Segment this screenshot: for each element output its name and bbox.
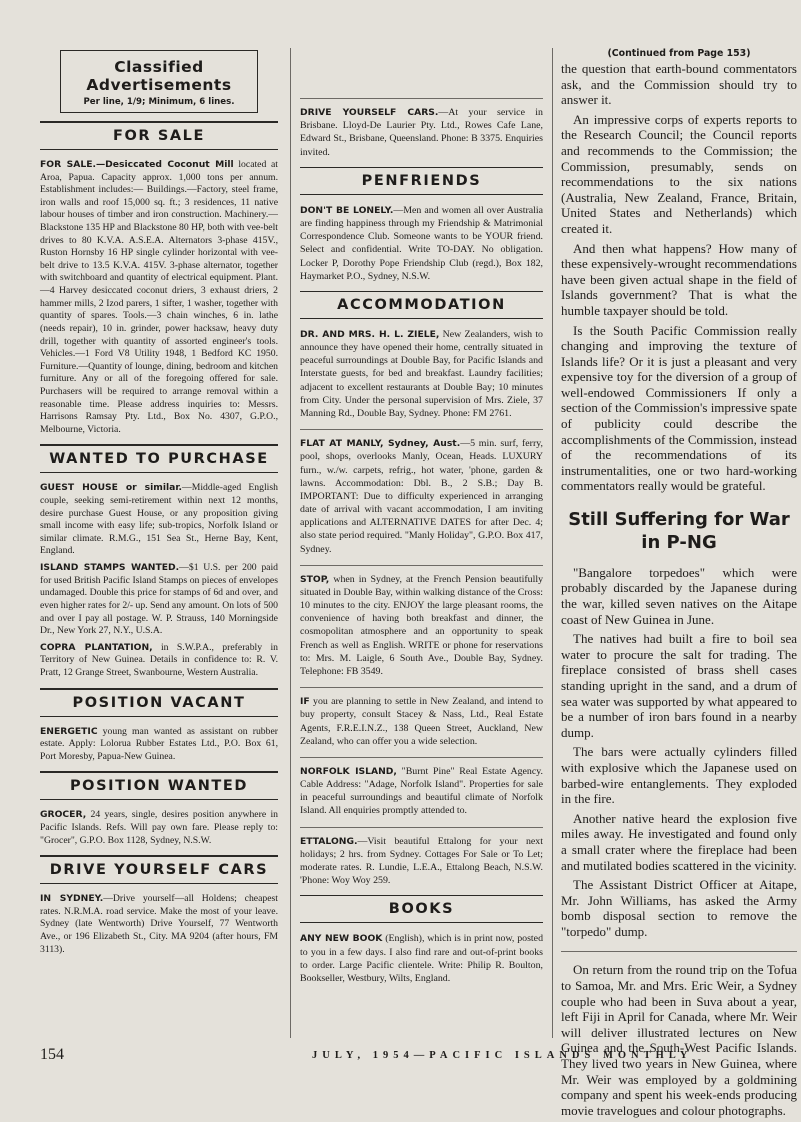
page-number: 154: [40, 1046, 64, 1063]
ad-copra-plantation: COPRA PLANTATION, in S.W.P.A., preferably in Territory of New Guinea. Details in confidence to: R. V. Pratt, 12 Grange Street, Swanbourne, Western Australia.: [40, 641, 278, 678]
continued-note: (Continued from Page 153): [607, 48, 751, 59]
ad-flat-manly: FLAT AT MANLY, Sydney, Aust.—5 min. surf, ferry, pool, shops, overlooks Manly, Ocean, Heads. LUXURY furn., w./w. carpets, refrig., hot water, 'phone, garden & lawns. Accommodation: Dbl. B., 2 S.B.; Day B. IMPORTANT: Due to difficulty experienced in arranging date of arrival with vacant accommodation, I am inviting applications and ALTERNATIVE DATES for after Dec. 4; also state period required. "Manly Holiday", G.P.O. Box 417, Sydney.: [300, 438, 543, 555]
divider: [561, 951, 797, 952]
divider: [300, 687, 543, 688]
position-vacant-heading: POSITION VACANT: [40, 688, 278, 717]
divider: [300, 429, 543, 430]
wanted-to-purchase-heading: WANTED TO PURCHASE: [40, 444, 278, 473]
divider: [300, 98, 543, 99]
editorial-column-right: [561, 48, 797, 1122]
ad-sydney-drive-yourself: IN SYDNEY.—Drive yourself—all Holdens; cheapest rates. N.R.M.A. road service. Make the most of your leave. Sydney (late Wentworth) Drive Yourself, 77 Wentworth Ave., or 196 Elizabeth St., City. MA 9204 (after hours, FM 3113).: [40, 893, 278, 955]
story-paragraph: "Bangalore torpedoes" which were probably discarded by the Japanese during the war, killed seven natives on the Aitape coast of New Guinea in June.: [561, 564, 797, 627]
article-paragraph: An impressive corps of experts reports to the Research Council; the Council reports and recommends to the Commission; the Commission, presumably, sends on recommendations to the six nations (Australia, New Zealand, France, Britain, United States and Netherlands) which created it.: [561, 111, 797, 236]
ad-for-sale-coconut-mill: FOR SALE.—Desiccated Coconut Mill located at Aroa, Papua. Capacity approx. 1,000 tons per annum. Establishment includes:— Buildings.—Factory, steel frame, iron walls and roof 15,000 sq. ft.; 3 residences, 11 native labour houses of timber and iron construction. Machinery.—Blackstone 135 HP and Blackstone 80 HP, both with vee-belt drives to 80 K.V.A. A.S.E.A. Alternators 3-phase 415V., Ruston Hornsby 16 HP single cylinder horizontal with vee-belt drive to 13.5 K.V.A. 415V. 3-phase alternator, together with switchboard and quantity of electrical equipment. Plant.—4 Harvey desiccated coconut driers, 3 exhaust driers, 2 hammer mills, 2 Izod parers, 1 sifter, 1 washer, together with quantity of spares. Tools.—3 chain winches, 6 in. lathe (needs repair), 10 in. grinder, power hacksaw, heavy duty drill, together with quantity of assorted engineer's tools. Vehicles.—1 Ford V8 Utility 1948, 1 Bedford KC 1950. Furniture.—Quantity of lounge, dining, bedroom and kitchen furniture. Any or all of the foregoing offered for sale. Purchasers will be required to arrange removal within a reasonable time. Please address inquiries to: Messrs. Harrisons Ramsay Pty. Ltd., Box No. 4307, G.P.O., Melbourne, Victoria.: [40, 159, 278, 435]
classified-header-box: [60, 50, 258, 113]
ad-ettalong: ETTALONG.—Visit beautiful Ettalong for your next holidays; 2 hrs. from Sydney. Cottages For Sale or To Let; moderate rates. R. Lundie, L.E.A., Ettalong Beach, N.S.W. 'Phone: Woy Woy 259.: [300, 835, 543, 887]
books-heading: BOOKS: [300, 895, 543, 923]
drive-yourself-heading: DRIVE YOURSELF CARS: [40, 855, 278, 884]
divider: [300, 757, 543, 758]
position-wanted-heading: POSITION WANTED: [40, 771, 278, 800]
story-paragraph: The Assistant District Officer at Aitape, Mr. John Williams, has asked the Army bomb disposal section to remove the "torpedo" dump.: [561, 877, 797, 939]
ad-new-zealand-property: IF you are planning to settle in New Zealand, and intend to buy property, consult Stacey & Nass, Ltd., Real Estate Agents, F.R.E.I.N.Z., 138 Queen Street, Auckland, New Zealand, who can offer you a wide selection.: [300, 696, 544, 747]
story-paragraph: Another native heard the explosion five miles away. He investigated and found only a small crater where the fireplace had been and mutilated bodies scattered in the vicinity.: [561, 810, 797, 873]
story-paragraph: The bars were actually cylinders filled with explosive which the Japanese used on barbed-wire entanglements. They exploded in the fire.: [561, 744, 797, 807]
ad-grocer: GROCER, 24 years, single, desires position anywhere in Pacific Islands. Refs. Will pay own fare. Please reply to: "Grocer", G.P.O. Box 1128, Sydney, N.S.W.: [40, 809, 278, 846]
classified-title: Classified Advertisements: [86, 58, 232, 94]
weir-news-item: On return from the round trip on the Tofua to Samoa, Mr. and Mrs. Eric Weir, a Sydney couple who had been in Suva about a year, left Fiji in April for Canada, where Mr. Weir will deliver illustrated lectures on New Guinea and the South-West Pacific Islands. They lived two years in New Guinea, where Mr. Weir was employed by a goldmining company and spent his week-ends producing movie travelogues and colour photographs.: [561, 962, 797, 1118]
penfriends-heading: PENFRIENDS: [300, 167, 543, 195]
ad-ziele: DR. AND MRS. H. L. ZIELE, New Zealanders, wish to announce they have opened their home, centrally situated in peaceful surroundings at Double Bay, for Pacific Islands and Interstate guests, for bed and breakfast. Laundry facilities; adjacent to excellent restaurants at Double Bay; 10 minutes from City. Under the personal supervision of Mrs. Ziele, 37 Manning Rd., Double Bay, Sydney. Phone: FM 2761.: [300, 328, 543, 419]
ad-french-pension: STOP, when in Sydney, at the French Pension beautifully situated in Double Bay, within walking distance of the Cross: 10 minutes to the city. ENJOY the large pleasant rooms, the convenience of having both breakfast and dinner, the cosmopolitan atmosphere and an opportunity to speak French as well as English. WRITE or phone for reservations to: Mrs. M. Laigle, 6 South Ave., Double Bay, Sydney. Telephone: FB 3549.: [300, 573, 544, 677]
ad-brisbane-drive-yourself: DRIVE YOURSELF CARS.—At your service in Brisbane. Lloyd-De Laurier Pty. Ltd., Rowes Cafe Lane, Edward St., Brisbane, Queensland. Phone: B 3375. Enquiries invited.: [300, 107, 543, 158]
article-paragraph: And then what happens? How many of these expensively-wrought recommendations have been given actual shape in the field of Islands government? That is what the humble taxpayer should be told.: [561, 240, 797, 318]
for-sale-heading: FOR SALE: [40, 121, 278, 150]
article-paragraph: the question that earth-bound commentators ask, and the Commission should try to answer it.: [561, 61, 797, 108]
ad-island-stamps: ISLAND STAMPS WANTED.—$1 U.S. per 200 paid for used British Pacific Island Stamps on pieces of envelopes undamaged. Double this price for stamps of 6d and over, and even higher rates for 2/- up. Send any amount. On lots of 500 and over I pay all postage. W. P. Strauss, 140 Morningside Dr., New York 27, N.Y., U.S.A.: [40, 562, 278, 637]
article-paragraph: Is the South Pacific Commission really changing and improving the texture of Islands life? Or it is just a pleasant and very expensive toy for the diversion of a group of well-endowed Commissioners If only a section of the Commission's impressive spate of publicity could describe the accomplishments of the Commission, instead of the recommendations of its instrumentalities, one or two hard-working commentators really would be grateful.: [561, 322, 797, 494]
divider: [300, 827, 543, 828]
ad-norfolk-island: NORFOLK ISLAND, "Burnt Pine" Real Estate Agency. Cable Address: "Adage, Norfolk Island". Properties for sale in peaceful surroundings and beautiful climate of Norfolk Island. All enquiries promptly attended to.: [300, 765, 543, 817]
ad-any-new-book: ANY NEW BOOK (English), which is in print now, posted to you in a few days. I also find rare and out-of-print books to order. Large Pacific clientele. Write: Philip R. Boulton, Bookseller, Westbury, Wilts, England.: [300, 933, 544, 984]
classifieds-column-middle: [300, 48, 543, 990]
ad-guest-house: GUEST HOUSE or similar.—Middle-aged English couple, seeking semi-retirement within next 12 months, desire purchase Guest House, or any proposition giving small income with easy life; sub-tropics, Norfolk Island or similar climate. R.M.G., 151 Sea St., Herne Bay, Kent, England.: [40, 482, 278, 557]
story-paragraph: The natives had built a fire to boil sea water to procure the salt for trading. The fireplace consisted of brass shell cases standing upright in the sand, and a drum of sea water was supported by what appeared to be a number of iron bars found in a nearby dump.: [561, 631, 797, 740]
divider: [300, 565, 543, 566]
classifieds-column-left: [40, 48, 278, 960]
running-footer: JULY, 1954—PACIFIC ISLANDS MONTHLY: [312, 1050, 693, 1061]
ad-dont-be-lonely: DON'T BE LONELY.—Men and women all over Australia are finding happiness through my Friendship & Matrimonial Correspondence Club. Someone wants to be YOUR friend. Select and confidential. Write TO-DAY. No obligation. Locker P, Dorothy Pope Friendship Club (regd.), Box 182, Haymarket P.O., Sydney, N.S.W.: [300, 204, 543, 282]
story-headline: Still Suffering for War in P-NG: [568, 509, 790, 554]
classified-rates: Per line, 1/9; Minimum, 6 lines.: [83, 97, 235, 107]
ad-energetic-assistant: ENERGETIC young man wanted as assistant on rubber estate. Apply: Loloruа Rubber Estates Ltd., P.O. Box 61, Port Moresby, Papua-New Guinea.: [40, 725, 279, 762]
accommodation-heading: ACCOMMODATION: [300, 291, 543, 319]
